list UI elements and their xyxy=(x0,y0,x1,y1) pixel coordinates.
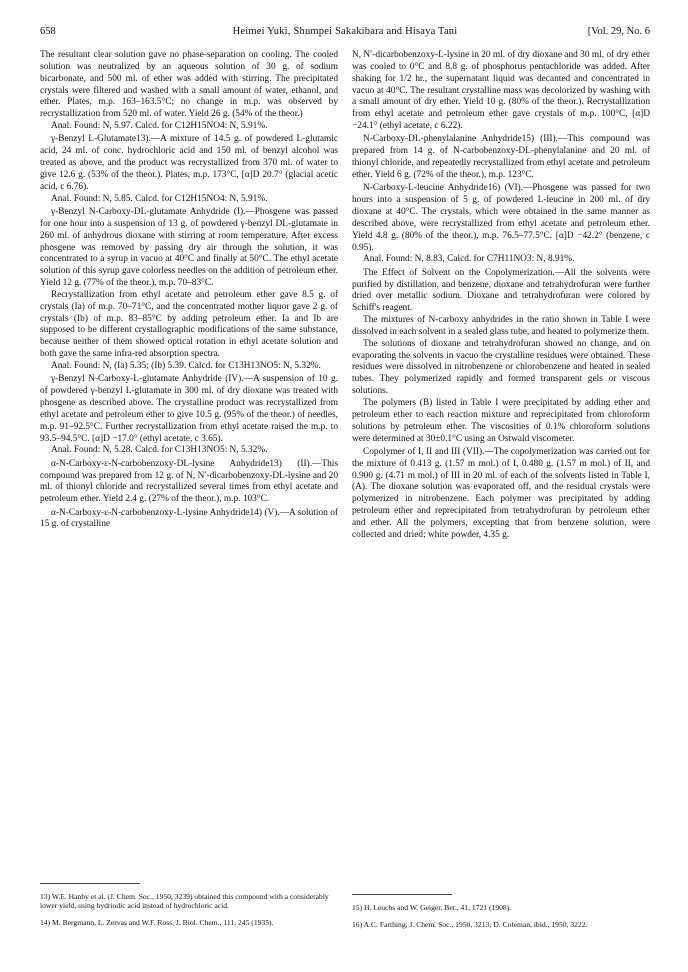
section-paragraph: γ-Benzyl L-Glutamate13).—A mixture of 14.5 g. of powdered L-glutamic acid, 24 ml. of conc. hydrochloric acid and 150 ml. of benzyl alcohol was treated as above, and the product was recrystallized from 370 ml. of water to give 12.6 g. (53% of the theor.). Plates, m.p. 173°C, [α]D 20.7° (glacial acetic acid, c 6.76). xyxy=(40,134,338,192)
footnote: 13) W.E. Hanby et al. (J. Chem. Soc., 1950, 3239) obtained this compound with a considerably lower yield, using hydriodic acid instead of hydrochloric acid. xyxy=(40,891,329,910)
footnote: 15) H. Leuchs and W. Geiger, Ber., 41, 1721 (1908). xyxy=(352,902,512,912)
section-paragraph: The Effect of Solvent on the Copolymerization.—All the solvents were purified by distillation, and benzene, dioxane and tetrahydrofuran were further dried over metallic sodium. Dioxane and tetrahydrofuran were colored by Schiff's reagent. xyxy=(352,267,650,314)
footnote-rule xyxy=(352,894,452,895)
left-footnotes xyxy=(40,880,338,935)
analysis-line: Anal. Found: N, 5.97. Calcd. for C12H15NO4: N, 5.91%. xyxy=(51,121,268,132)
section-paragraph: N-Carboxy-L-leucine Anhydride16) (VI).—Phosgene was passed for two hours into a suspension of 5 g. of powdered L-leucine in 200 ml. of dry dioxane at 40°C. The crystals, which were obtained in the same manner as described above, were recrystallized from ethyl acetate and petroleum ether. Yield 4.8 g. (80% of the theor.), m.p. 76.5–77.5°C. [α]D −42.2° (benzene, c 0.95). xyxy=(352,183,650,253)
section-paragraph: Copolymer of I, II and III (VII).—The copolymerization was carried out for the mixture of 0.413 g. (1.57 m mol.) of I, 0.480 g. (1.57 m mol.) of II, and 0.900 g. (4.71 m mol.) of III in 20 ml. of each of the solvents listed in Table I, (A). The dioxane solution was evaporated off, and the residual crystals were polymerized in nitrobenzene. Each polymer was precipitated by adding petroleum ether and reprecipitated from tetrahydrofuran by petroleum ether and ether. All the polymers, excepting that from benzene solution, were collected and dried; white powder, 4.35 g. xyxy=(352,446,650,540)
paragraph: Recrystallization from ethyl acetate and petroleum ether gave 8.5 g. of crystals (Ia) of m.p. 70–71°C, and the concentrated mother liquor gave 2 g. of crystals (Ib) of m.p. 83–85°C by adding petroleum ether. Ia and Ib are supposed to be different crystallographic modifications of the same substance, because neither of them showed optical rotation in ethyl acetate solution and both gave the same infra-red absorption spectra. xyxy=(40,289,338,360)
analysis-line: Anal. Found: N, (Ia) 5.35; (Ib) 5.39. Calcd. for C13H13NO5: N, 5.32%. xyxy=(51,360,321,371)
paragraph: The mixtures of N-carboxy anhydrides in the ratio shown in Table I were dissolved in each solvent in a sealed glass tube, and heated to polymerize them. xyxy=(352,315,650,337)
left-column xyxy=(40,50,338,531)
paragraph: The polymers (B) listed in Table I were precipitated by adding ether and petroleum ether to each reaction mixture and reprecipitated from chloroform solutions by petroleum ether. The viscosities of 0.1% chloroform solutions were determined at 30±0.1°C using an Ostwald viscometer. xyxy=(352,397,650,444)
section-paragraph: N-Carboxy-DL-phenylalanine Anhydride15) (III).—This compound was prepared from 14 g. of N-carbobenzoxy-DL-phenylalanine and 20 ml. of thionyl chloride, and repeatedly recrystallized from ethyl acetate and petroleum ether. Yield 6 g. (72% of the theor.), m.p. 123°C. xyxy=(352,134,650,180)
footnote-rule xyxy=(40,883,140,884)
right-footnotes xyxy=(352,891,650,937)
paragraph: The resultant clear solution gave no phase-separation on cooling. The cooled solution was neutralized by an aqueous solution of 30 g. of sodium bicarbonate, and 500 ml. of ether was added with stirring. The precipitated crystals were filtered and washed with a small amount of water, ethanol, and ether. Plates, m.p. 163–163.5°C; no change in m.p. was observed by recrystallization from 520 ml. of water. Yield 26 g. (54% of the theor.) xyxy=(40,50,338,120)
right-column xyxy=(352,50,650,542)
running-authors: Heimei Yuki, Shumpei Sakakibara and Hisaya Tani xyxy=(232,26,458,37)
volume-info: [Vol. 29, No. 6 xyxy=(587,26,650,37)
paragraph: The solutions of dioxane and tetrahydrofuran showed no change, and on evaporating the solvents in vacuo the crystalline residues were obtained. These residues were dissolved in nitrobenzene or chlorobenzene and heated in sealed tubes. They polymerized rapidly and formed transparent gels or viscous solutions. xyxy=(352,338,650,397)
page-number: 658 xyxy=(40,26,56,37)
analysis-line: Anal. Found: N, 5.28. Calcd. for C13H13NO5: N, 5.32%. xyxy=(51,445,268,456)
analysis-line: Anal. Found: N, 5.85. Calcd. for C12H15NO4: N, 5.91%. xyxy=(51,193,268,204)
page-header xyxy=(40,26,650,42)
paragraph: N, N′-dicarbobenzoxy-L-lysine in 20 ml. of dry dioxane and 30 ml. of dry ether was cooled to 0°C and 8.8 g. of phosphorus pentachloride was added. After shaking for 1/2 hr., the supernatant liquid was decanted and concentrated in vacuo at 40°C. The resultant crystalline mass was decolorized by washing with a small amount of dry ether. Yield 10 g. (80% of the theor.). Recrystallization from ethyl acetate and petroleum ether gave crystals of m.p. 100°C, [α]D −24.1° (ethyl acetate, c 6.22). xyxy=(352,50,650,132)
section-paragraph: γ-Benzyl N-Carboxy-L-glutamate Anhydride (IV).—A suspension of 10 g. of powdered γ-benzyl L-glutamate in 300 ml. of dry dioxane was treated with phosgene as described above. The crystalline product was recrystallized from ethyl acetate and petroleum ether to give 10.5 g. (95% of the theor.) of needles, m.p. 91–92.5°C. Further recrystallization from ethyl acetate raised the m.p. to 93.5–94.5°C. [α]D −17.0° (ethyl acetate, c 3.65). xyxy=(40,374,338,444)
section-paragraph: α-N-Carboxy-ε-N-carbobenzoxy-DL-lysine Anhydride13) (II).—This compound was prepared from 12 g. of N, N′-dicarbobenzoxy-DL-lysine and 20 ml. of thionyl chloride and recrystallized several times from ethyl acetate and petroleum ether. Yield 2.4 g. (27% of the theor.), m.p. 103°C. xyxy=(40,458,338,505)
section-paragraph: α-N-Carboxy-ε-N-carbobenzoxy-L-lysine Anhydride14) (V).—A solution of 15 g. of crystalline xyxy=(40,507,338,530)
footnote: 14) M. Bergmann, L. Zervas and W.F. Ross, J. Biol. Chem., 111, 245 (1935). xyxy=(40,918,274,927)
section-paragraph: γ-Benzyl N-Carboxy-DL-glutamate Anhydride (I).—Phosgene was passed for one hour into a suspension of 13 g. of powdered γ-benzyl DL-glutamate in 260 ml. of anhydrous dioxane with stirring at room temperature. After excess phosgene was removed by passing dry air through the solution, it was concentrated to a syrup in vacuo at 40°C and finally at 50°C. The ethyl acetate solution of this syrup gave colorless needles on the addition of petroleum ether. Yield 12 g. (77% of the theor.), m.p. 70–83°C. xyxy=(40,206,338,289)
footnote: 16) A.C. Farthing, J. Chem. Soc., 1950, 3213; D. Coleman, ibid., 1950, 3222. xyxy=(352,919,588,929)
analysis-line: Anal. Found: N, 8.83, Calcd. for C7H11NO3: N, 8.91%. xyxy=(363,254,575,265)
